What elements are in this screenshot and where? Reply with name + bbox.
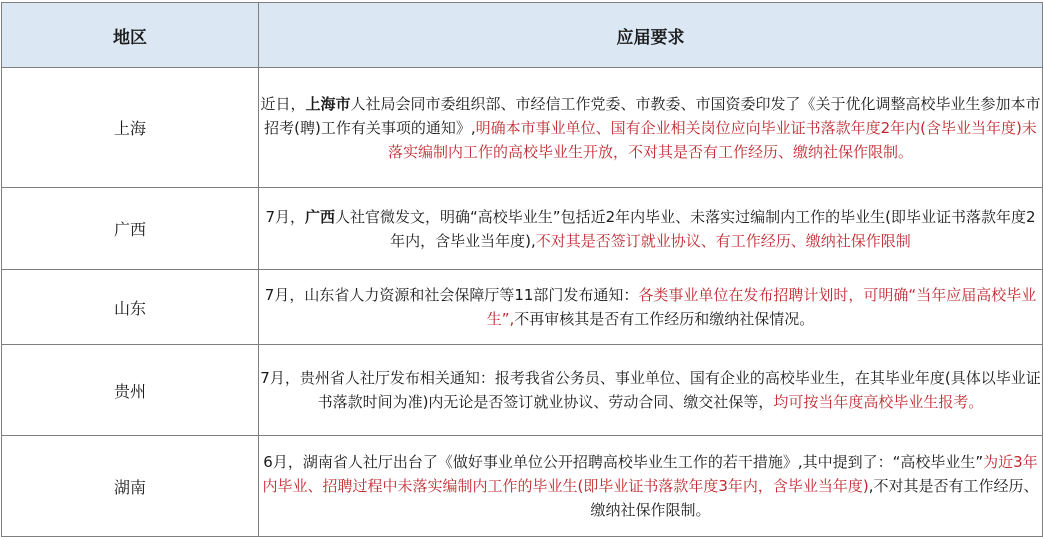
region-cell: 上海 — [2, 68, 259, 188]
text-segment: 不再审核其是否有工作经历和缴纳社保情况。 — [514, 310, 815, 328]
highlighted-text-segment: 明确本市事业单位、国有企业相关岗位应向毕业证书落款年度2年内(含毕业当年度)未落实编制内工作的高校毕业生开放，不对其是否有工作经历、缴纳社保作限制。 — [387, 118, 1037, 161]
text-segment: 人社局会同市委组织部、市经信工作党委、市教委、市国资委印发了《关于优化调整高校毕业生参加本市招考(聘)工作有关事项的通知》, — [264, 94, 1041, 137]
table-row — [2, 436, 1043, 537]
requirement-cell — [259, 270, 1043, 345]
text-segment: 上海市 — [305, 94, 351, 113]
text-segment: 人社官微发文，明确“高校毕业生”包括近2年内毕业、未落实过编制内工作的毕业生(即毕业证书落款年度2年内，含毕业当年度), — [335, 207, 1036, 250]
region-cell: 山东 — [2, 270, 259, 345]
region-column-header: 地区 — [2, 3, 259, 68]
highlighted-text-segment: 不对其是否签订就业协议、有工作经历、缴纳社保作限制 — [535, 231, 911, 250]
table-row — [2, 270, 1043, 345]
text-segment: 广西 — [305, 207, 336, 226]
text-segment: 7月，山东省人力资源和社会保障厅等11部门发布通知： — [264, 286, 639, 304]
text-segment: 7月， — [265, 207, 306, 226]
requirement-cell — [259, 188, 1043, 270]
table-row — [2, 188, 1043, 270]
text-segment: ,不对其是否有工作经历、缴纳社保作限制。 — [590, 477, 1039, 519]
requirement-cell — [259, 345, 1043, 436]
header-row — [2, 3, 1043, 68]
requirement-cell — [259, 68, 1043, 188]
highlighted-text-segment: 各类事业单位在发布招聘计划时，可明确“当年应届高校毕业生”, — [486, 286, 1037, 328]
requirement-cell — [259, 436, 1043, 537]
region-cell: 贵州 — [2, 345, 259, 436]
text-segment: 6月，湖南省人社厅出台了《做好事业单位公开招聘高校毕业生工作的若干措施》,其中提到了：“高校毕业生” — [263, 453, 984, 471]
table-row — [2, 345, 1043, 436]
region-cell: 广西 — [2, 188, 259, 270]
highlighted-text-segment: 为近3年内毕业、招聘过程中未落实编制内工作的毕业生(即毕业证书落款年度3年内，含毕业当年度) — [262, 453, 1038, 495]
text-segment: 7月，贵州省人社厅发布相关通知：报考我省公务员、事业单位、国有企业的高校毕业生，在其毕业年度(具体以毕业证书落款时间为准)内无论是否签订就业协议、劳动合同、缴交社保等， — [260, 369, 1041, 411]
highlighted-text-segment: 均可按当年度高校毕业生报考。 — [773, 393, 984, 411]
text-segment: 近日， — [260, 94, 306, 113]
policy-table — [1, 2, 1043, 537]
region-cell: 湖南 — [2, 436, 259, 537]
requirement-column-header: 应届要求 — [259, 3, 1043, 68]
table-row — [2, 68, 1043, 188]
